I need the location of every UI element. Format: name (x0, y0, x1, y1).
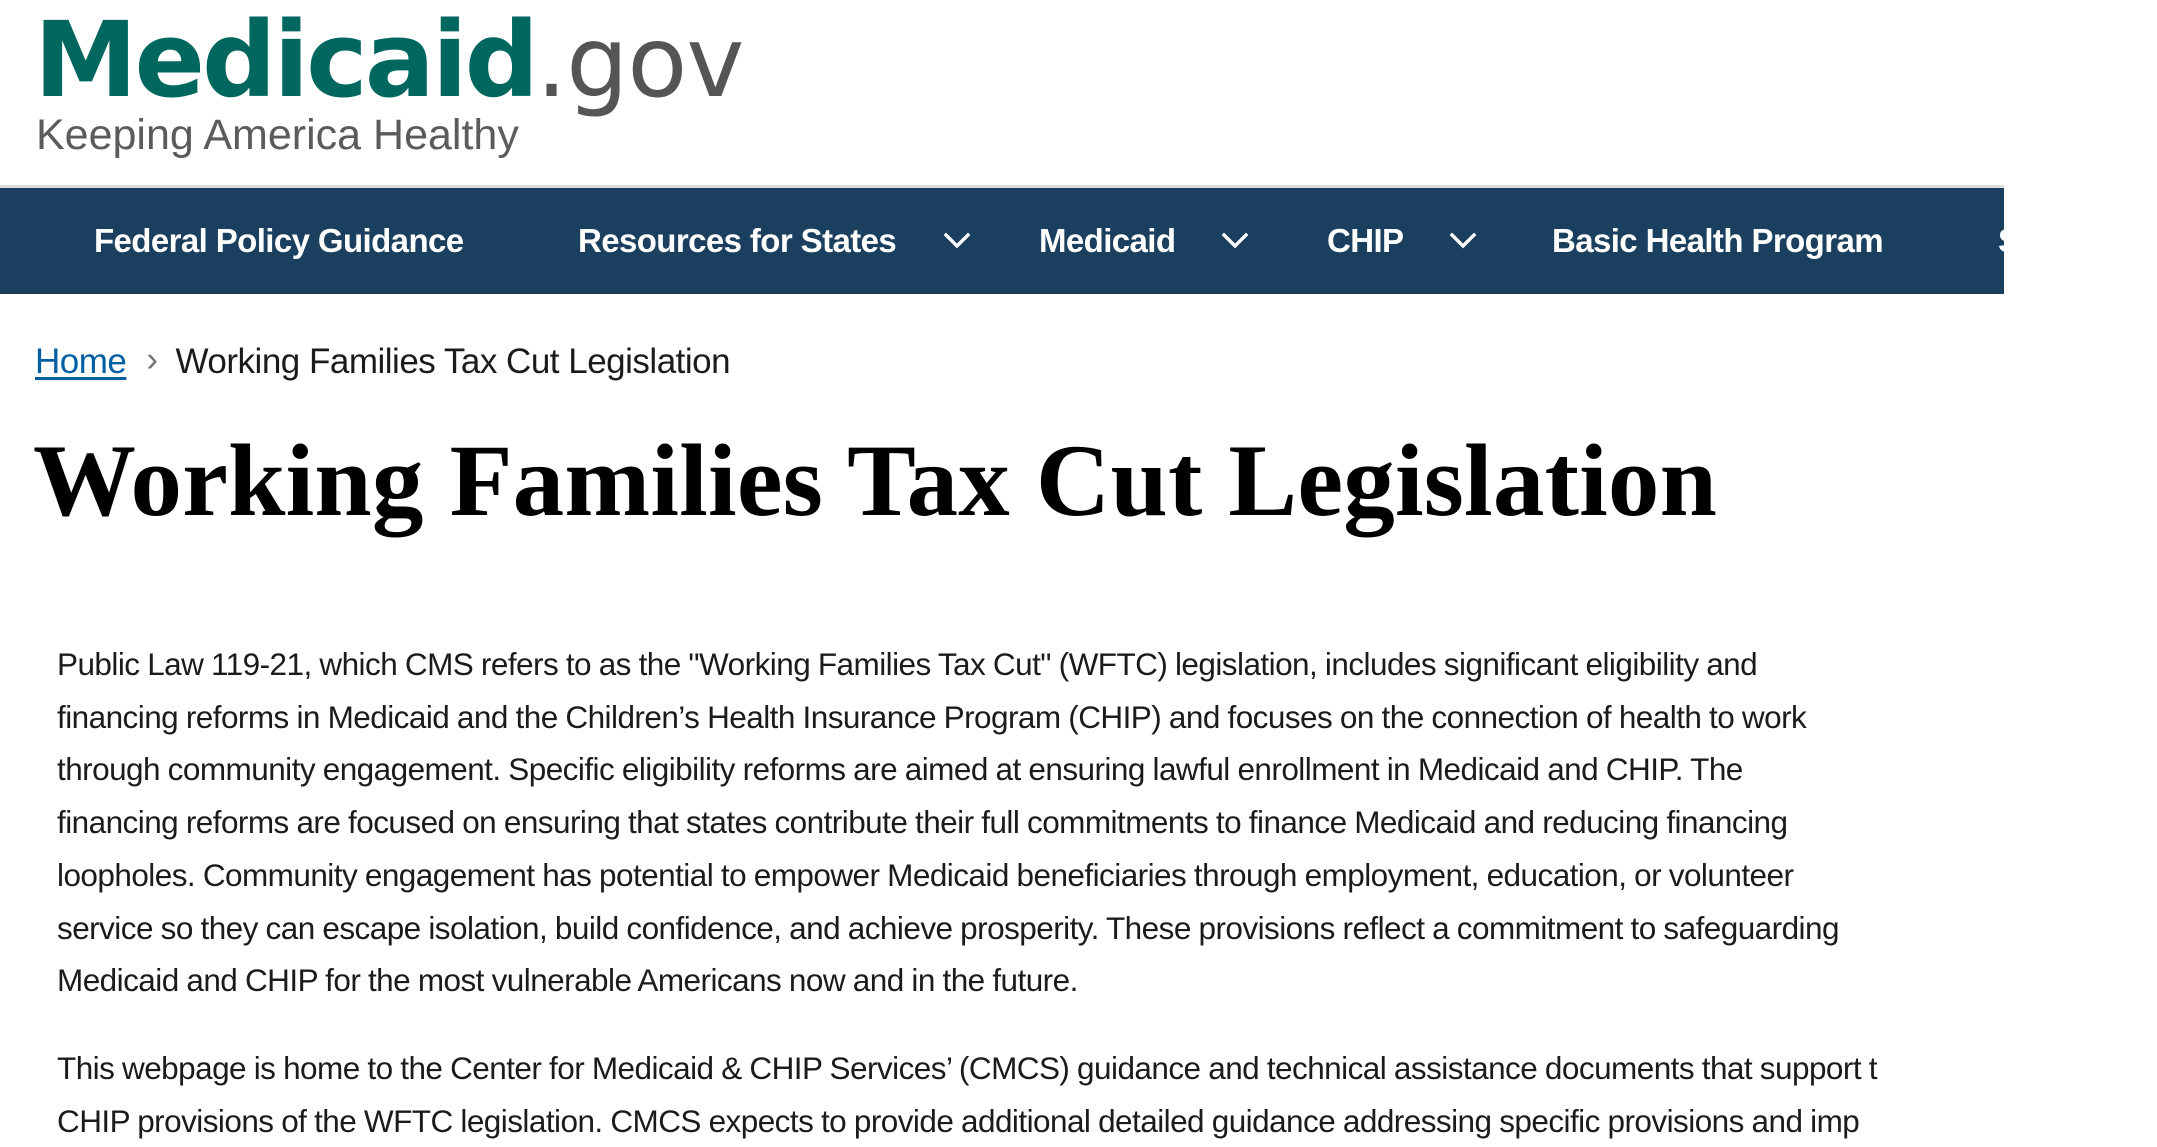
nav-item-resources-for-states[interactable] (578, 188, 972, 294)
paragraph-line: Medicaid and CHIP for the most vulnerable Americans now and in the future. (57, 962, 1078, 999)
chevron-down-icon[interactable] (1220, 226, 1250, 256)
nav-item-label: S (1998, 222, 2020, 259)
logo-tagline: Keeping America Healthy (36, 111, 519, 159)
paragraph-line: through community engagement. Specific eligibility reforms are aimed at ensuring lawful enrollment in Medicaid and CHIP. The (57, 751, 1743, 788)
paragraph-line: CHIP provisions of the WFTC legislation. CMCS expects to provide additional detailed guidance addressing specific provisions and imp (57, 1102, 1860, 1139)
chevron-down-icon[interactable] (1448, 226, 1478, 256)
page-title: Working Families Tax Cut Legislation (33, 424, 1718, 538)
nav-item-label: Medicaid (1039, 222, 1176, 259)
nav-item-truncated[interactable] (1998, 188, 2019, 294)
breadcrumb (35, 342, 730, 382)
nav-item-label: CHIP (1327, 222, 1404, 259)
nav-item-federal-policy-guidance[interactable] (94, 188, 464, 294)
paragraph-line: Public Law 119-21, which CMS refers to as the "Working Families Tax Cut" (WFTC) legislation, includes significant eligibility and (57, 646, 1758, 682)
paragraph-line: service so they can escape isolation, build confidence, and achieve prosperity. These provisions reflect a commitment to safeguarding (57, 909, 1839, 946)
page-content (57, 638, 2157, 1147)
nav-item-basic-health-program[interactable] (1552, 188, 1883, 294)
logo-brand-primary: Medicaid (34, 0, 537, 121)
nav-item-label: Federal Policy Guidance (94, 222, 464, 259)
nav-item-label: Basic Health Program (1552, 222, 1883, 259)
logo-brand-suffix: .gov (536, 6, 744, 120)
breadcrumb-home-link[interactable]: Home (35, 342, 127, 381)
paragraph-line: financing reforms in Medicaid and the Children’s Health Insurance Program (CHIP) and focuses on the connection of health to work (57, 698, 1807, 735)
main-nav (0, 188, 2020, 294)
site-header (0, 0, 2004, 185)
nav-item-chip[interactable] (1327, 188, 1478, 294)
medicaid-gov-logo[interactable] (34, 0, 744, 159)
paragraph-line: loopholes. Community engagement has potential to empower Medicaid beneficiaries through employment, education, or volunteer (57, 856, 1794, 893)
paragraph-line: This webpage is home to the Center for Medicaid & CHIP Services’ (CMCS) guidance and technical assistance documents that support t (57, 1049, 1877, 1086)
paragraph-line: financing reforms are focused on ensuring that states contribute their full commitments to finance Medicaid and reducing financing (57, 804, 1788, 841)
intro-paragraph (57, 638, 2157, 1007)
nav-item-medicaid[interactable] (1039, 188, 1250, 294)
nav-item-label: Resources for States (578, 222, 897, 259)
chevron-right-icon: › (146, 340, 158, 379)
chevron-down-icon[interactable] (942, 226, 972, 256)
breadcrumb-current-page: Working Families Tax Cut Legislation (175, 342, 731, 381)
logo-wordmark (34, 0, 744, 121)
webpage-purpose-paragraph (57, 1042, 2157, 1147)
